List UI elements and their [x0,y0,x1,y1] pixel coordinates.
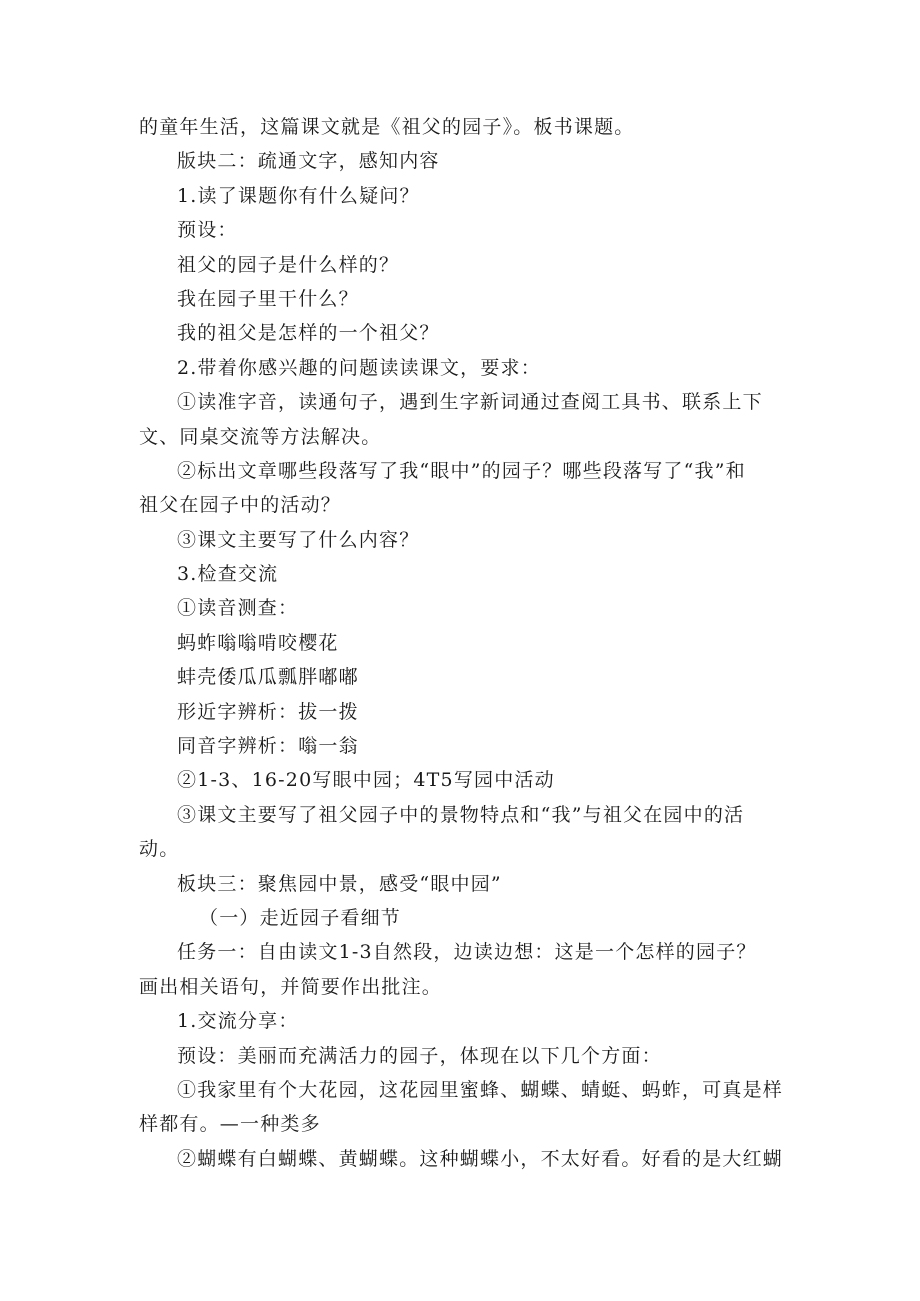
text-line: 的童年生活，这篇课文就是《祖父的园子》。板书课题。 [139,116,635,138]
text-line: 画出相关语句，并简要作出批注。 [139,975,443,998]
text-line: 1.读了课题你有什么疑问？ [177,184,420,207]
text-line: 文、同桌交流等方法解决。 [139,425,382,448]
text-line: 我的祖父是怎样的一个祖父？ [177,322,440,345]
text-line: ①读准字音，读通句子，遇到生字新词通过查阅工具书、联系上下 [177,391,763,414]
text-line: 预设：美丽而充满活力的园子，体现在以下几个方面： [177,1044,662,1067]
text-line: 我在园子里干什么？ [177,287,359,310]
section-heading: 版块二：疏通文字，感知内容 [177,150,440,173]
document-body [139,110,789,1176]
text-line: 任务一：自由读文1-3自然段，边读边想：这是一个怎样的园子？ [177,941,757,964]
text-line: ②标出文章哪些段落写了我“眼中”的园子？哪些段落写了“我”和 [177,459,746,482]
text-line: 1.交流分享： [177,1010,299,1033]
text-line: 2.带着你感兴趣的问题读读课文，要求： [177,356,541,379]
text-line: 样都有。—一种类多 [139,1113,321,1136]
subsection-heading: （一）走近园子看细节 [199,906,402,929]
text-line: 预设： [177,219,238,242]
text-line: 形近字辨析：拔一拨 [177,700,359,723]
text-line: ③课文主要写了什么内容？ [177,528,420,551]
text-line: 祖父在园子中的活动？ [139,494,342,517]
text-line: ②蝴蝶有白蝴蝶、黄蝴蝶。这种蝴蝶小，不太好看。好看的是大红蝴 [177,1147,784,1170]
text-line: ①我家里有个大花园，这花园里蜜蜂、蝴蝶、蜻蜓、蚂蚱，可真是样 [177,1078,784,1101]
text-line: 同音字辨析：嗡一翁 [177,735,359,758]
text-line: ②1-3、16-20写眼中园；4T5写园中活动 [177,769,555,792]
section-heading: 板块三：聚焦园中景，感受“眼中园” [177,872,502,895]
text-line: 动。 [139,838,180,861]
text-line: 祖父的园子是什么样的？ [177,253,400,276]
text-line: 蚂蚱嗡嗡啃咬樱花 [177,631,339,654]
text-line: 蚌壳倭瓜瓜瓢胖嘟嘟 [177,666,359,689]
text-line: ①读音测查： [177,597,299,620]
text-line: ③课文主要写了祖父园子中的景物特点和“我”与祖父在园中的活 [177,803,745,826]
text-line: 3.检查交流 [177,563,279,586]
